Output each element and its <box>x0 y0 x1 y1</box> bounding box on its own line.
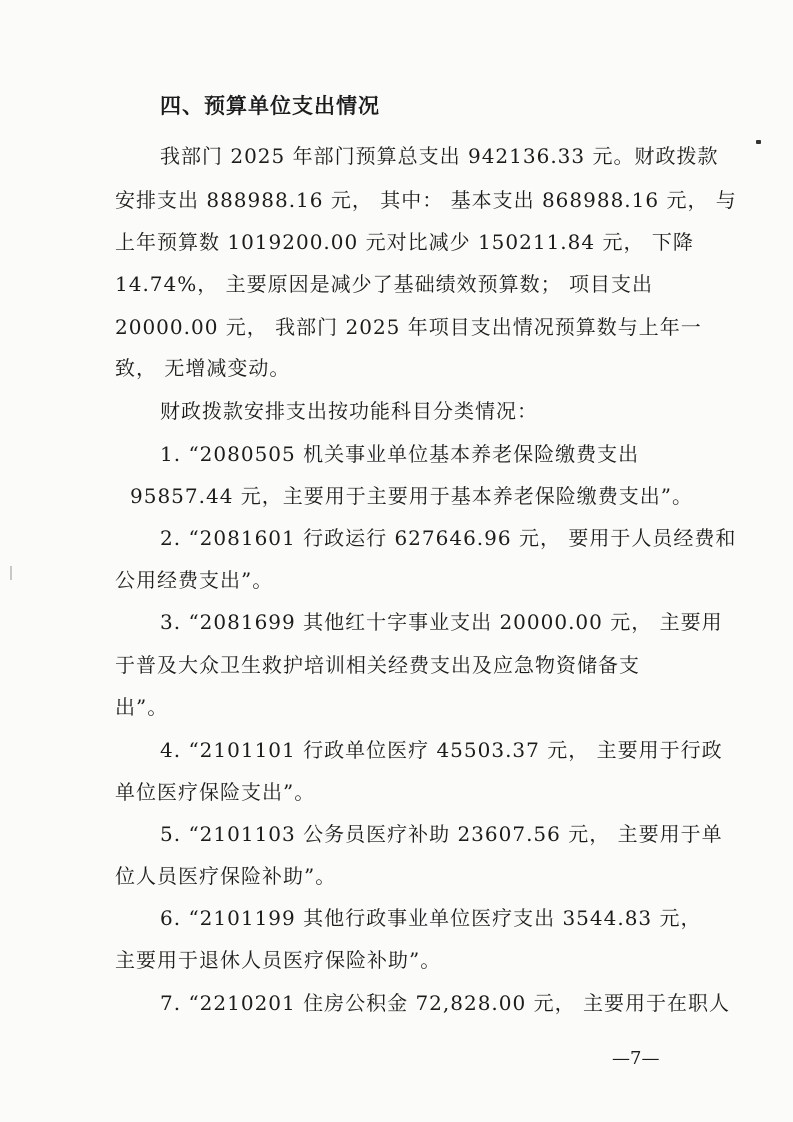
list-item-line: 主要用于退休人员医疗保险补助”。 <box>115 948 442 972</box>
list-item-line: 出”。 <box>115 695 169 719</box>
paragraph-line: 安排支出 888988.16 元， 其中： 基本支出 868988.16 元， 与 <box>115 188 737 212</box>
list-item-line: 单位医疗保险支出”。 <box>115 780 316 804</box>
list-item-line: 公用经费支出”。 <box>115 568 274 592</box>
list-item-line: 7. “2210201 住房公积金 72,828.00 元， 主要用于在职人 <box>160 991 730 1015</box>
paragraph-line: 20000.00 元， 我部门 2025 年项目支出情况预算数与上年一 <box>115 315 702 339</box>
section-heading: 四、预算单位支出情况 <box>160 94 380 118</box>
paragraph-line: 14.74%， 主要原因是减少了基础绩效预算数； 项目支出 <box>115 272 653 296</box>
list-item-line: 95857.44 元，主要用于主要用于基本养老保险缴费支出”。 <box>130 484 694 508</box>
list-item-line: 位人员医疗保险补助”。 <box>115 864 337 888</box>
paragraph-line: 我部门 2025 年部门预算总支出 942136.33 元。财政拨款 <box>160 144 719 168</box>
list-item-line: 2. “2081601 行政运行 627646.96 元， 要用于人员经费和 <box>160 526 737 550</box>
paragraph-line: 上年预算数 1019200.00 元对比减少 150211.84 元， 下降 <box>115 230 694 254</box>
list-item-line: 3. “2081699 其他红十字事业支出 20000.00 元， 主要用 <box>160 610 723 634</box>
paragraph-line: 致， 无增减变动。 <box>115 356 291 380</box>
list-item-line: 6. “2101199 其他行政事业单位医疗支出 3544.83 元， <box>160 906 702 930</box>
paragraph-line: 财政拨款安排支出按功能科目分类情况： <box>160 399 538 423</box>
scan-mark <box>10 566 12 580</box>
scan-speck <box>756 140 761 144</box>
list-item-line: 4. “2101101 行政单位医疗 45503.37 元， 主要用于行政 <box>160 738 723 762</box>
list-item-line: 5. “2101103 公务员医疗补助 23607.56 元， 主要用于单 <box>160 822 723 846</box>
list-item-line: 1. “2080505 机关事业单位基本养老保险缴费支出 <box>160 442 640 466</box>
list-item-line: 于普及大众卫生救护培训相关经费支出及应急物资储备支 <box>115 653 640 677</box>
page-number: —7— <box>612 1048 660 1069</box>
